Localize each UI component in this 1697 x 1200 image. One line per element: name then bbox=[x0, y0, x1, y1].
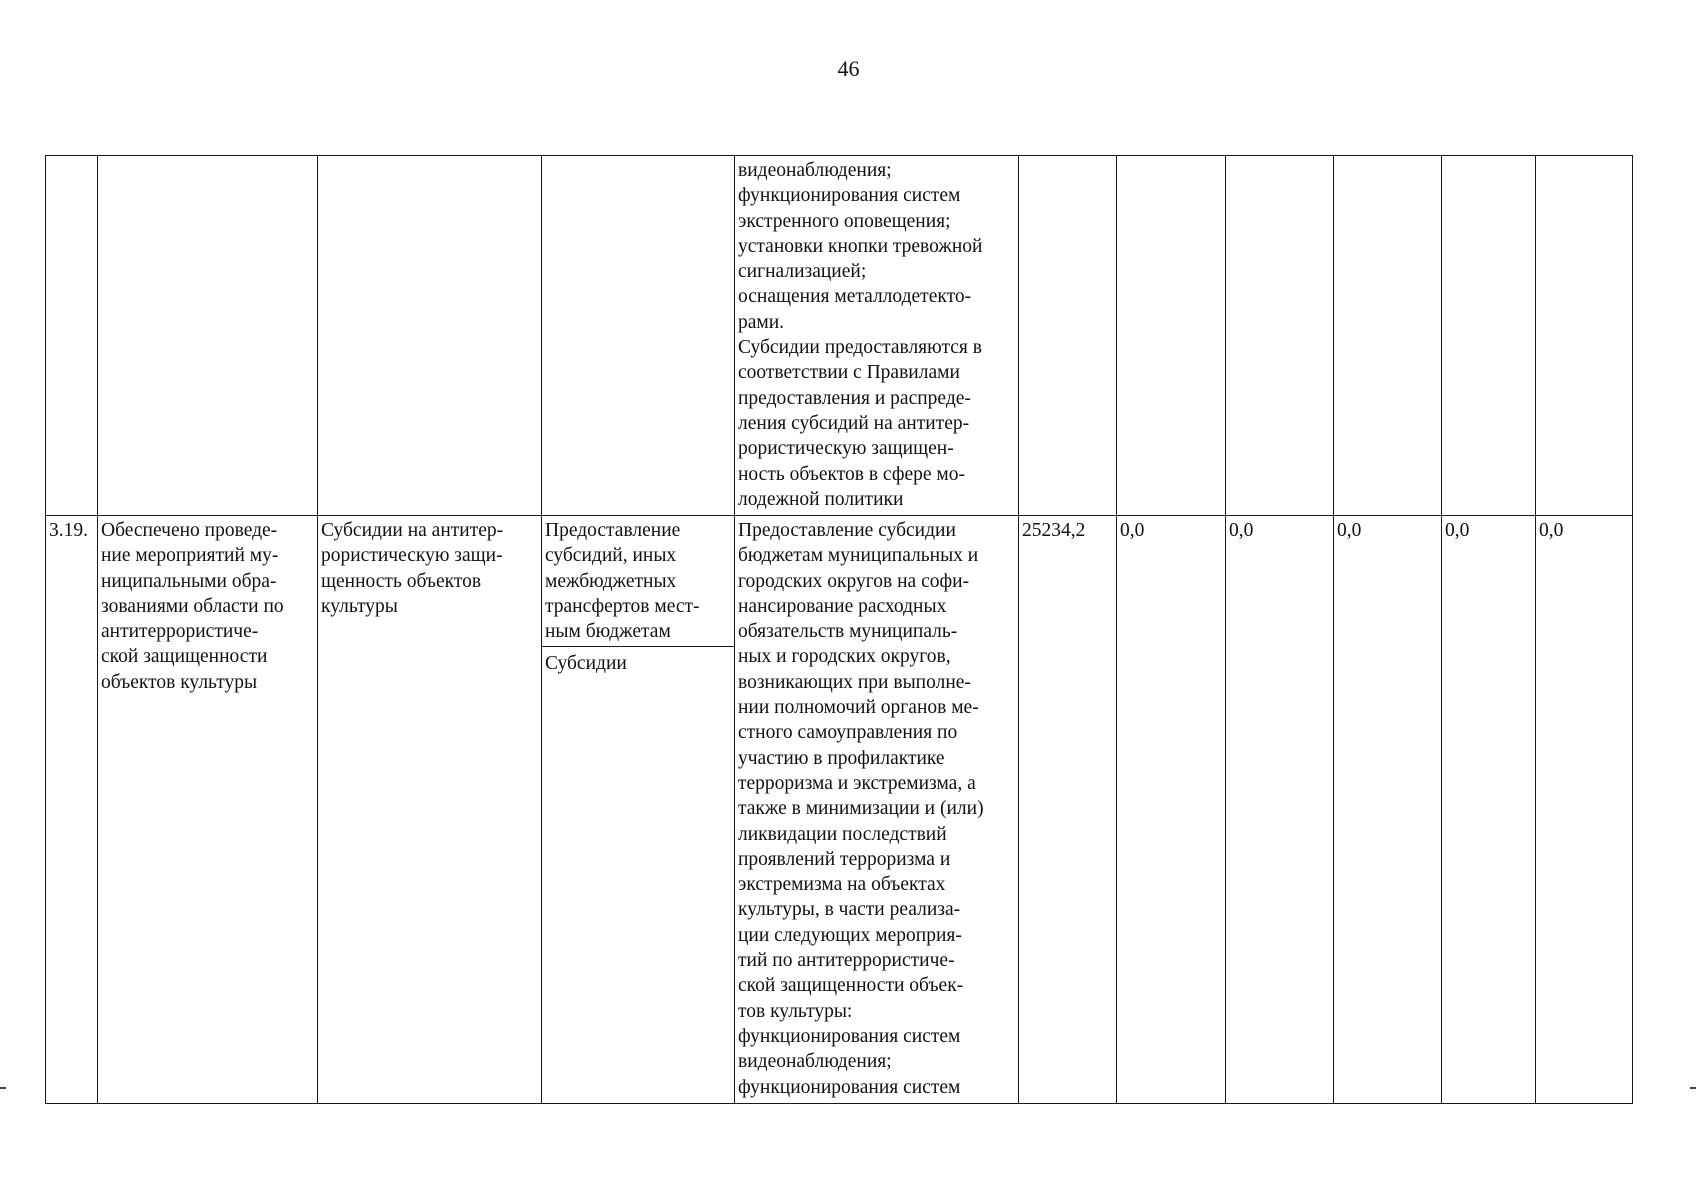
cell-value-3 bbox=[1226, 156, 1334, 516]
cell-subsidy-name: Субсидии на антитер- рористическую защи- щенность объектов культуры bbox=[318, 516, 542, 1104]
cell-value-1: 25234,2 bbox=[1019, 516, 1117, 1104]
cell-value-5 bbox=[1442, 156, 1536, 516]
cell-value-4: 0,0 bbox=[1334, 516, 1442, 1104]
cell-subsidy-name bbox=[318, 156, 542, 516]
page-number: 46 bbox=[837, 56, 860, 81]
cell-value-2 bbox=[1117, 156, 1226, 516]
expense-subtype-text: Субсидии bbox=[545, 653, 627, 675]
cell-expense-type bbox=[542, 516, 735, 1104]
cell-expense-type bbox=[542, 156, 735, 516]
cell-result bbox=[98, 156, 318, 516]
cell-value-3: 0,0 bbox=[1226, 516, 1334, 1104]
scan-edge-mark-left bbox=[0, 1087, 6, 1089]
budget-table bbox=[45, 155, 1633, 1104]
cell-value-5: 0,0 bbox=[1442, 516, 1536, 1104]
cell-description: видеонаблюдения; функционирования систем экстренного оповещения; установки кнопки тревожной сигнализацией; оснащения металлодетекто- рами. Субсидии предоставляются в соответствии с Правилами предоставления и распреде- ления субсидий на антитер- рористическую защищен- ность объектов в сфере мо- лодежной политики bbox=[735, 156, 1019, 516]
expense-type-text: Предоставление субсидий, иных межбюджетных трансфертов мест- ным бюджетам bbox=[542, 516, 734, 647]
cell-value-4 bbox=[1334, 156, 1442, 516]
cell-value-2: 0,0 bbox=[1117, 516, 1226, 1104]
cell-value-1 bbox=[1019, 156, 1117, 516]
scan-edge-mark-right bbox=[1690, 1087, 1696, 1089]
cell-description: Предоставление субсидии бюджетам муниципальных и городских округов на софи- нансирование расходных обязательств муниципаль- ных и городских округов, возникающих при выполне- нии полномочий органов ме- стного самоуправления по участию в профилактике терроризма и экстремизма, а также в минимизации и (или) ликвидации последствий проявлений терроризма и экстремизма на объектах культуры, в части реализа- ции следующих мероприя- тий по антитеррористиче- ской защищенности объек- тов культуры: функционирования систем видеонаблюдения; функционирования систем bbox=[735, 516, 1019, 1104]
table-row-continued bbox=[46, 156, 1633, 516]
table-row-3-19 bbox=[46, 516, 1633, 1104]
cell-value-6: 0,0 bbox=[1536, 516, 1633, 1104]
cell-number: 3.19. bbox=[46, 516, 98, 1104]
cell-result: Обеспечено проведе- ние мероприятий му- ниципальными обра- зованиями области по антитеррористиче- ской защищенности объектов культуры bbox=[98, 516, 318, 1104]
cell-number bbox=[46, 156, 98, 516]
cell-value-6 bbox=[1536, 156, 1633, 516]
